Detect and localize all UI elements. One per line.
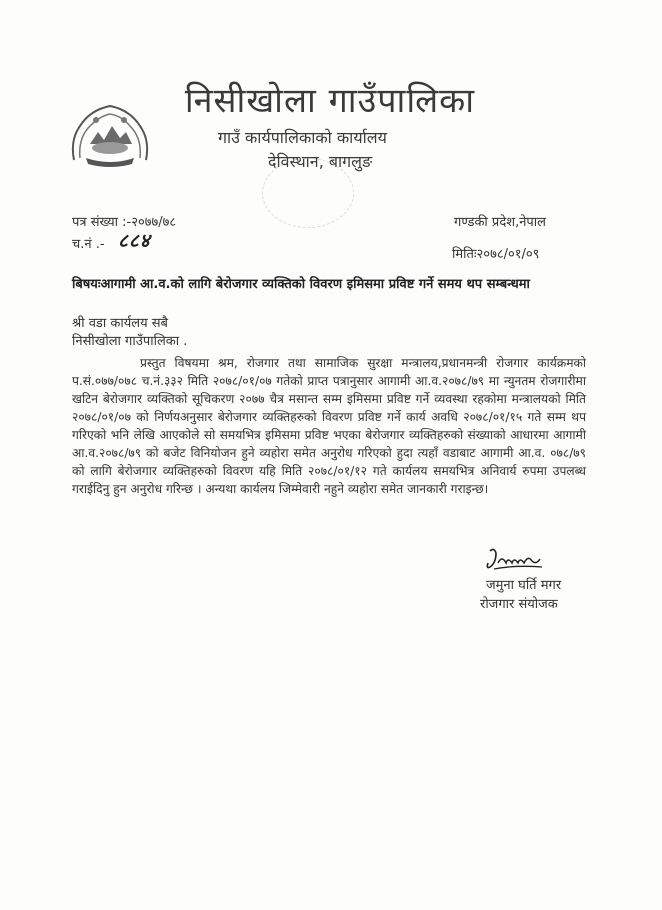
recipient-line-2: निसीखोला गाउँपालिका . [72,334,188,349]
signatory-name: जमुना घर्ति मगर [486,578,562,593]
letter-body: प्रस्तुत विषयमा श्रम, रोजगार तथा सामाजिक सुरक्षा मन्त्रालय,प्रधानमन्त्री रोजगार कार्यक्रमको प.सं.०७७/०७८ च.नं.३३२ मिति २०७८/०१/०७ गतेको प्राप्त पत्रानुसार आगामी आ.व.२०७८/७९ मा न्युनतम रोजगारीमा खटिन बेरोजगार व्यक्तिको सूचिकरण २०७७ चैत्र मसान्त सम्म इमिसमा प्रविष्ट गर्ने व्यवस्था रहकोमा मन्त्रालयको मिति २०७८/०१/०७ को निर्णयअनुसार बेरोजगार व्यक्तिहरुको विवरण प्रविष्ट गर्ने कार्य अवधि २०७८/०१/१५ गते सम्म थप गरिएको भनि लेखि आएकोले सो समयभित्र इमिसमा प्रविष्ट भएका बेरोजगार व्यक्तिहरुको संख्याको आधारमा आगामी आ.व.२०७८/७९ को बजेट विनियोजन हुने व्यहोरा समेत अनुरोध गरिएको हुदा त्यहाँ वडाबाट आगामी आ.व. ०७८/७९ को लागि बेरोजगार व्यक्तिहरुको विवरण यहि मिति २०७८/०१/१२ गते कार्यलय समयभित्र अनिवार्य रुपमा उपलब्ध गराईदिनु हुन अनुरोध गरिन्छ । अन्यथा कार्यलय जिम्मेवारी नहुने व्यहोरा समेत जानकारी गराइन्छ। [72,356,586,496]
faded-stamp [262,158,354,228]
province-name: गण्डकी प्रदेश,नेपाल [454,215,546,230]
dispatch-label: च.नं .- [72,237,105,252]
municipality-title: निसीखोला गाउँपालिका [184,81,476,121]
recipient-line-1: श्री वडा कार्यलय सबै [72,316,168,331]
nepal-emblem-icon [66,100,154,172]
signatory-title: रोजगार संयोजक [480,597,558,612]
office-name: गाउँ कार्यपालिकाको कार्यालय [218,128,387,147]
dispatch-number: ८८४ [118,230,151,252]
letter-date: मितिः२०७८/०१/०९ [452,247,540,262]
office-address: देविस्थान, बागलुङ [268,152,373,171]
handwritten-signature [484,545,546,575]
letter-subject: बिषयःआगामी आ.व.को लागि बेरोजगार व्यक्तिको विवरण इमिसमा प्रविष्ट गर्ने समय थप सम्बन्धमा [72,277,530,292]
letter-number: पत्र संख्या :-२०७७/७८ [72,215,177,230]
